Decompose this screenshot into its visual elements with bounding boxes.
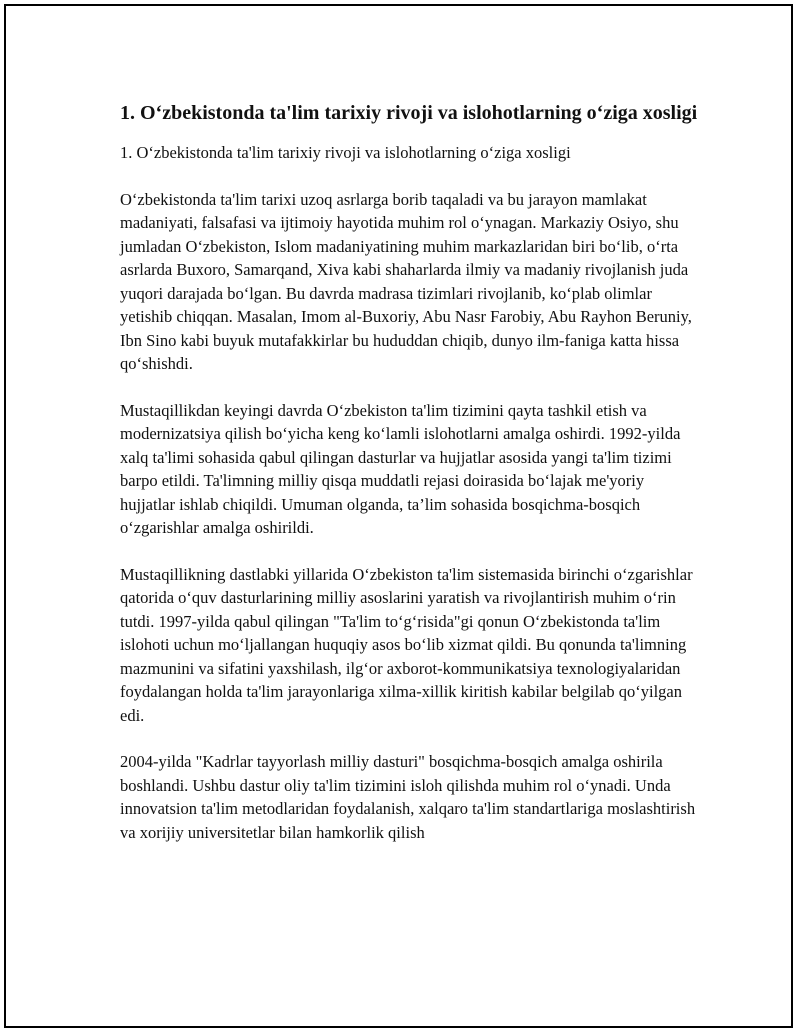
- document-heading: 1. O‘zbekistonda ta'lim tarixiy rivoji va islohotlarning o‘ziga xosligi: [120, 102, 698, 124]
- document-page: [4, 4, 793, 1028]
- paragraph: O‘zbekistonda ta'lim tarixi uzoq asrlarga borib taqaladi va bu jarayon mamlakat madaniyati, falsafasi va ijtimoiy hayotida muhim rol o‘ynagan. Markaziy Osiyo, shu jumladan O‘zbekiston, Islom madaniyatining muhim markazlaridan biri bo‘lib, o‘rta asrlarda Buxoro, Samarqand, Xiva kabi shaharlarda ilmiy va madaniy rivojlanish juda yuqori darajada bo‘lgan. Bu davrda madrasa tizimlari rivojlanib, ko‘plab olimlar yetishib chiqqan. Masalan, Imom al-Buxoriy, Abu Nasr Farobiy, Abu Rayhon Beruniy, Ibn Sino kabi buyuk mutafakkirlar bu hududdan chiqib, dunyo ilm-faniga katta hissa qo‘shishdi.: [120, 189, 692, 373]
- paragraph: 2004-yilda "Kadrlar tayyorlash milliy dasturi" bosqichma-bosqich amalga oshirila boshlandi. Ushbu dastur oliy ta'lim tizimini isloh qilishda muhim rol o‘ynadi. Unda innovatsion ta'lim metodlaridan foydalanish, xalqaro ta'lim standartlariga moslashtirish va xorijiy universitetlar bilan hamkorlik qilish: [120, 752, 696, 842]
- document-subtitle: 1. O‘zbekistonda ta'lim tarixiy rivoji va islohotlarning o‘ziga xosligi: [120, 143, 571, 162]
- document-body: [120, 100, 700, 844]
- paragraph: Mustaqillikdan keyingi davrda O‘zbekiston ta'lim tizimini qayta tashkil etish va modernizatsiya qilish bo‘yicha keng ko‘lamli islohotlarni amalga oshirdi. 1992-yilda xalq ta'limi sohasida qabul qilingan dasturlar va hujjatlar asosida yangi ta'lim tizimi barpo etildi. Ta'limning milliy qisqa muddatli rejasi doirasida bo‘lajak me'yoriy hujjatlar ishlab chiqildi. Umuman olganda, ta’lim sohasida bosqichma-bosqich o‘zgarishlar amalga oshirildi.: [120, 400, 681, 537]
- paragraph: Mustaqillikning dastlabki yillarida O‘zbekiston ta'lim sistemasida birinchi o‘zgarishlar qatorida o‘quv dasturlarining milliy asoslarini yaratish va rivojlantirish muhim o‘rin tutdi. 1997-yilda qabul qilingan "Ta'lim to‘g‘risida"gi qonun O‘zbekistonda ta'lim islohoti uchun mo‘ljallangan huquqiy asos bo‘lib xizmat qildi. Bu qonunda ta'limning mazmunini va sifatini yaxshilash, ilg‘or axborot-kommunikatsiya texnologiyalaridan foydalangan holda ta'lim jarayonlariga xilma-xillik kiritish kabilar belgilab qo‘yilgan edi.: [120, 564, 693, 725]
